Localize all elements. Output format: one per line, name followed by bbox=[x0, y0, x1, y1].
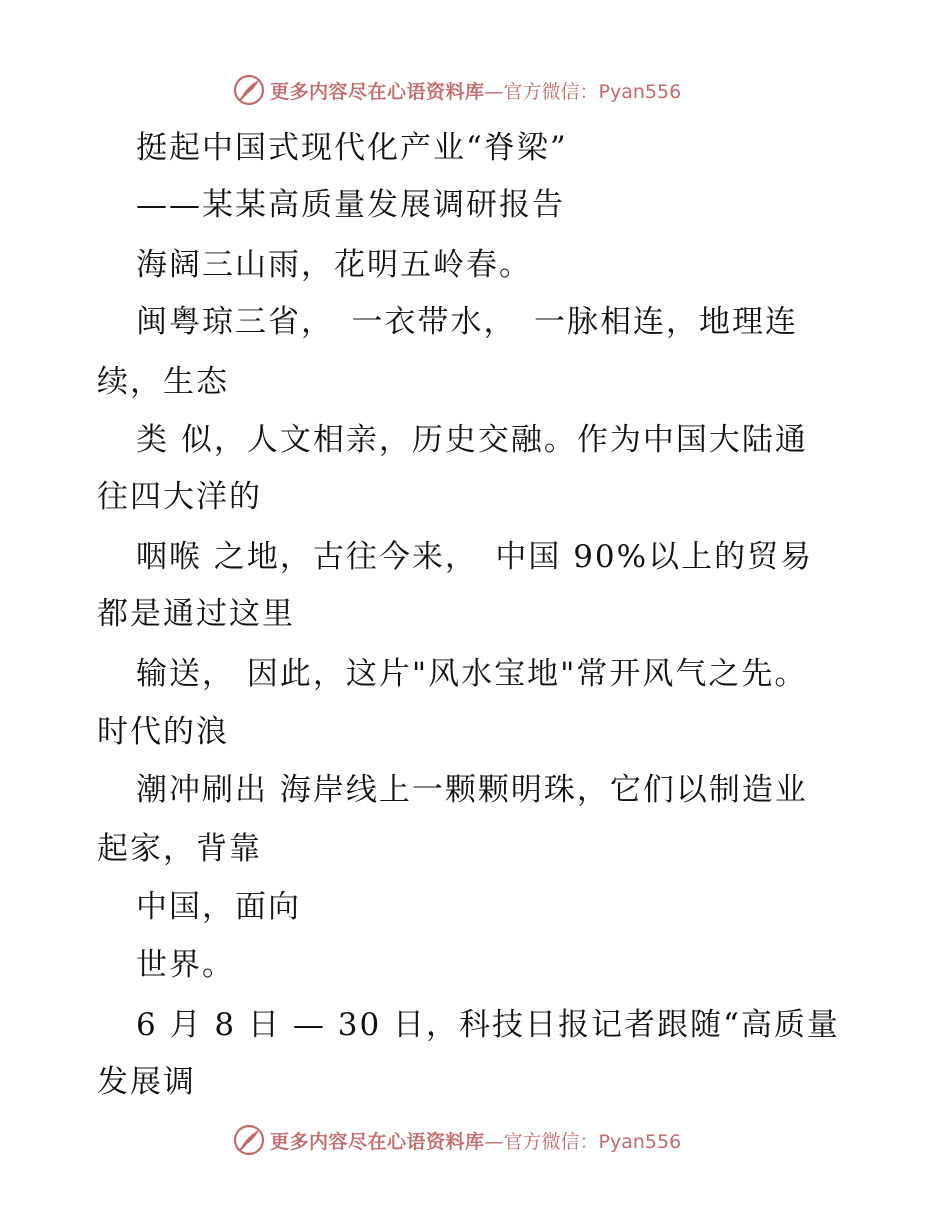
paragraph-line: 输送， 因此，这片"风水宝地"常开风气之先。 bbox=[136, 656, 808, 692]
banner-brand-text: 更多内容尽在心语资料库 bbox=[270, 80, 485, 103]
paragraph-line: 续，生态 bbox=[97, 364, 229, 400]
banner-brand-text: 更多内容尽在心语资料库 bbox=[270, 1130, 485, 1153]
feather-quill-logo-icon bbox=[232, 1123, 266, 1157]
document-title: 挺起中国式现代化产业“脊梁” bbox=[136, 130, 568, 166]
paragraph-line: 时代的浪 bbox=[97, 714, 229, 750]
paragraph-line: 咽喉 之地，古往今来， 中国 90%以上的贸易 bbox=[136, 539, 814, 575]
banner-wechat-text: —官方微信：Pyan556 bbox=[484, 1130, 682, 1153]
paragraph-line: 世界。 bbox=[136, 947, 235, 983]
paragraph-line: 都是通过这里 bbox=[97, 596, 295, 632]
paragraph-line: 潮冲刷出 海岸线上一颗颗明珠，它们以制造业 bbox=[136, 772, 808, 808]
header-watermark-banner bbox=[232, 70, 681, 110]
feather-quill-logo-icon bbox=[232, 73, 266, 107]
paragraph-line: 发展调 bbox=[97, 1064, 196, 1100]
document-subtitle: ——某某高质量发展调研报告 bbox=[136, 187, 565, 223]
paragraph-line: 闽粤琼三省， 一衣带水， 一脉相连，地理连 bbox=[136, 304, 798, 340]
paragraph-line: 起家，背靠 bbox=[97, 831, 262, 867]
paragraph-line: 往四大洋的 bbox=[97, 479, 262, 515]
paragraph-line: 类 似，人文相亲，历史交融。作为中国大陆通 bbox=[136, 422, 808, 458]
paragraph-line: 6 月 8 日 — 30 日，科技日报记者跟随“高质量 bbox=[136, 1007, 840, 1043]
footer-watermark-banner bbox=[232, 1120, 681, 1160]
banner-wechat-text: —官方微信：Pyan556 bbox=[484, 80, 682, 103]
paragraph-line: 海阔三山雨，花明五岭春。 bbox=[136, 247, 532, 283]
paragraph-line: 中国，面向 bbox=[136, 889, 301, 925]
